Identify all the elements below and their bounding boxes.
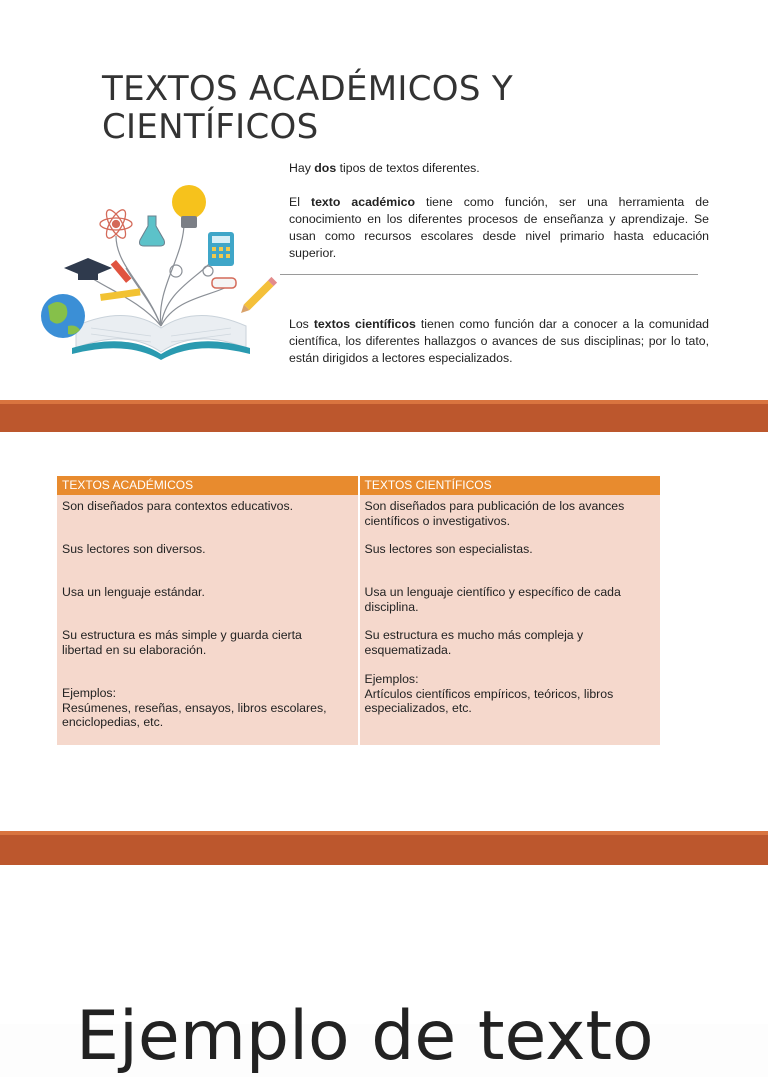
slide-separator-band [0,831,768,865]
slide-3 [0,865,768,1076]
education-illustration-icon [36,176,281,366]
academic-column [57,495,359,745]
slide-3-title: Ejemplo de texto [76,997,654,1076]
list-item: Son diseñados para publicación de los avances científicos o investigativos. [364,499,625,528]
page-title: TEXTOS ACADÉMICOS Y CIENTÍFICOS [102,69,513,147]
list-item: Usa un lenguaje científico y específico de cada disciplina. [364,585,621,614]
list-item: Sus lectores son diversos. [62,542,206,556]
slide-separator-band [0,400,768,432]
table-row [57,495,660,745]
list-item: Sus lectores son especialistas. [364,542,533,556]
comparison-table [57,476,660,745]
divider [280,274,698,275]
academic-description: El texto académico tiene como función, ser una herramienta de conocimiento en los diferentes procesos de enseñanza y aprendizaje. Se usan como recursos escolares desde nivel primario hasta educación superior. [289,195,709,260]
list-item: Usa un lenguaje estándar. [62,585,205,599]
list-item: Su estructura es mucho más compleja y esquematizada. [364,628,584,657]
list-item: Su estructura es más simple y guarda cierta libertad en su elaboración. [62,628,302,657]
table-header-scientific: TEXTOS CIENTÍFICOS [359,476,661,495]
list-item: Ejemplos: Artículos científicos empíricos, teóricos, libros especializados, etc. [364,672,614,715]
intro-text [289,160,709,279]
intro-line: Hay dos tipos de textos diferentes. [289,161,480,175]
science-description: Los textos científicos tienen como función dar a conocer a la comunidad científica, los diferentes hallazgos o avances de sus disciplinas; por lo tato, están dirigidos a lectores especializados. [289,317,710,365]
list-item: Ejemplos: Resúmenes, reseñas, ensayos, libros escolares, enciclopedias, etc. [62,686,327,729]
scientific-column [359,495,661,745]
list-item: Son diseñados para contextos educativos. [62,499,294,513]
table-header-academic: TEXTOS ACADÉMICOS [57,476,359,495]
slide-1 [0,0,768,400]
